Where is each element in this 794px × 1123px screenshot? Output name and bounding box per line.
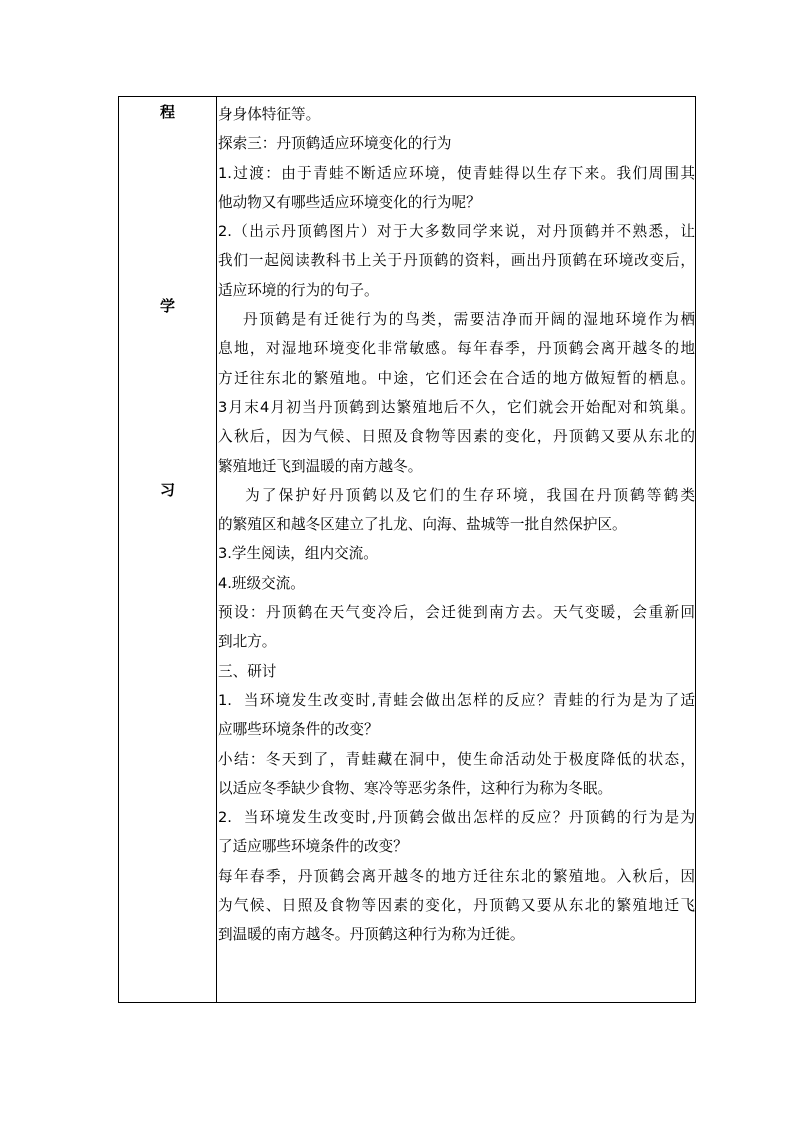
text-line: 息地，对湿地环境变化非常敏感。每年春季，丹顶鹤会离开越冬的地 [218,340,695,358]
text-line: 4.班级交流。 [218,574,305,592]
text-line: 入秋后，因为气候、日照及食物等因素的变化，丹顶鹤又要从东北的 [218,428,695,446]
text-line: 以适应冬季缺少食物、寒冷等恶劣条件，这种行为称为冬眠。 [218,779,613,797]
text-line: 2.（出示丹顶鹤图片）对于大多数同学来说，对丹顶鹤并不熟悉，让 [218,223,695,241]
text-line: 探索三：丹顶鹤适应环境变化的行为 [218,135,452,153]
text-line: 应哪些环境条件的改变？ [218,721,379,739]
text-line: 适应环境的行为的句子。 [218,281,379,299]
text-line: 每年春季，丹顶鹤会离开越冬的地方迁往东北的繁殖地。入秋后，因 [218,867,695,885]
text-line: 的繁殖区和越冬区建立了扎龙、向海、盐城等一批自然保护区。 [218,516,627,534]
text-line: 我们一起阅读教科书上关于丹顶鹤的资料，画出丹顶鹤在环境改变后， [218,252,695,270]
text-line: 身身体特征等。 [218,106,321,123]
text-line: 1. 当环境发生改变时,青蛙会做出怎样的反应？青蛙的行为是为了适 [218,691,695,709]
text-line: 为了保护好丹顶鹤以及它们的生存环境，我国在丹顶鹤等鹤类 [218,486,695,504]
text-line: 3.学生阅读，组内交流。 [218,545,378,563]
text-line: 方迁往东北的繁殖地。中途，它们还会在合适的地方做短暂的栖息。 [218,369,695,387]
content-cell [217,100,695,950]
text-line: 三、研讨 [218,662,277,680]
text-line: 预设：丹顶鹤在天气变冷后，会迁徙到南方去。天气变暖，会重新回 [218,604,695,622]
text-line: 丹顶鹤是有迁徙行为的鸟类，需要洁净而开阔的湿地环境作为栖 [218,311,695,329]
side-label-xi: 习 [159,481,175,499]
text-line: 了适应哪些环境条件的改变？ [218,838,408,856]
text-line: 到北方。 [218,633,277,651]
text-line: 他动物又有哪些适应环境变化的行为呢？ [218,193,481,211]
text-line: 小结：冬天到了，青蛙藏在洞中，使生命活动处于极度降低的状态， [218,750,695,768]
text-line: 繁殖地迁飞到温暖的南方越冬。 [218,457,423,475]
text-line: 到温暖的南方越冬。丹顶鹤这种行为称为迁徙。 [218,926,525,944]
text-line: 2. 当环境发生改变时,丹顶鹤会做出怎样的反应？丹顶鹤的行为是为 [218,809,695,827]
lesson-table [118,96,696,1003]
text-line: 3月末4月初当丹顶鹤到达繁殖地后不久，它们就会开始配对和筑巢。 [218,398,695,416]
text-line: 为气候、日照及食物等因素的变化，丹顶鹤又要从东北的繁殖地迁飞 [218,897,695,915]
text-line: 1.过渡：由于青蛙不断适应环境，使青蛙得以生存下来。我们周围其 [218,164,695,182]
side-label-cheng: 程 [159,103,175,121]
label-column [119,97,216,1002]
side-label-xue: 学 [159,297,175,315]
